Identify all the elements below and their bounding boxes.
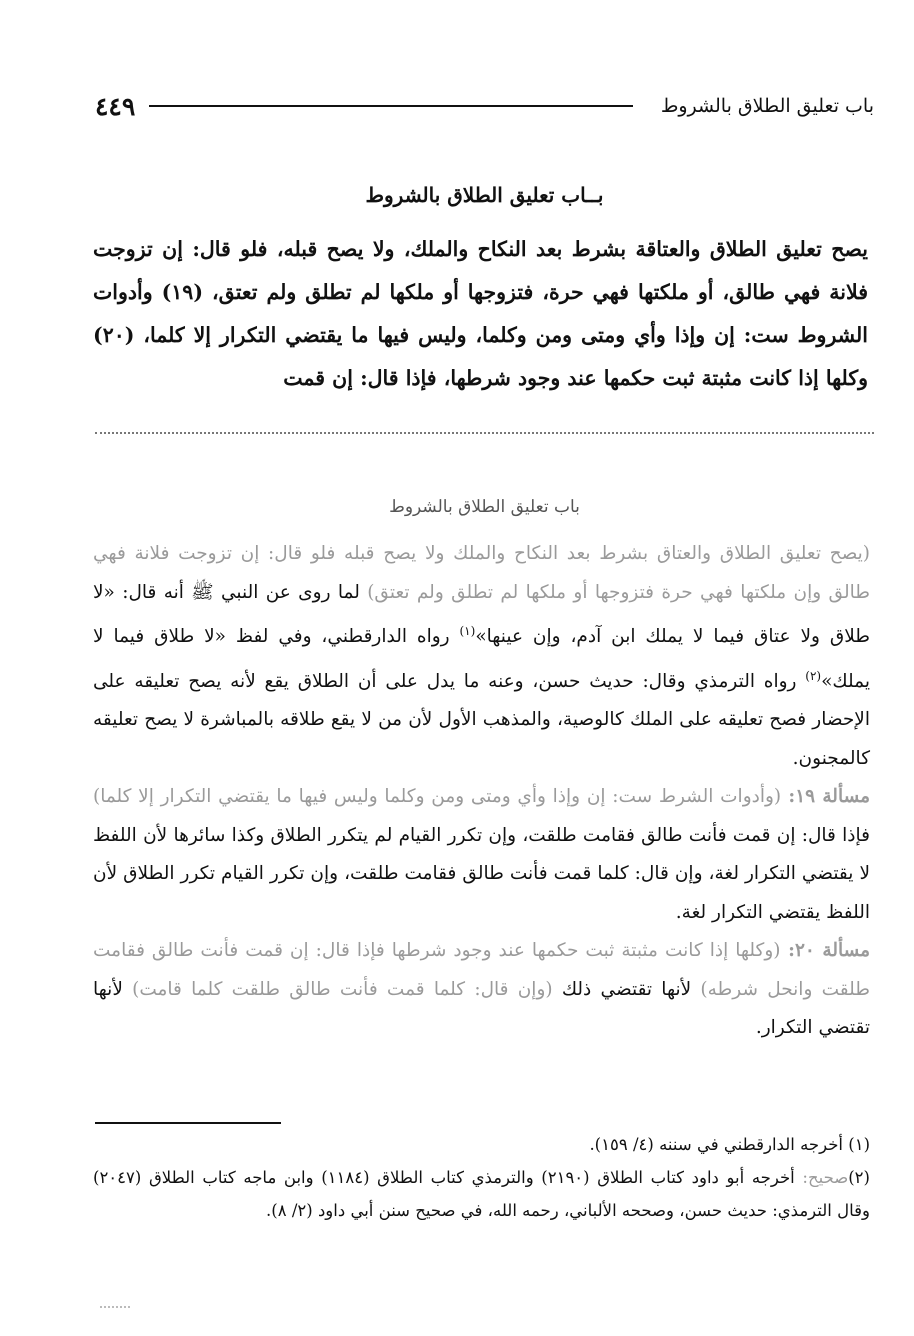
matn-segment: وأدوات الشروط ست: إن وإذا وأي ومتى ومن وكلما، وليس فيها ما يقتضي التكرار إلا كلما، (93, 280, 868, 347)
issue-ref-20: (٢٠) (93, 323, 135, 347)
issue-20-paragraph (93, 932, 870, 1048)
faded-matn-quote: (وكلها إذا كانت مثبتة ثبت حكمها عند وجود شرطها فإذا قال: إن قمت فأنت طالق فقامت طلقت وانحل شرطه) (93, 940, 870, 1000)
faded-matn-quote: (وإن قال: كلما قمت فأنت طالق طلقت كلما قامت) (132, 978, 553, 1000)
header-rule (149, 105, 633, 107)
scan-smudge (100, 1306, 130, 1314)
commentary-text: فإذا قال: إن قمت فأنت طالق فقامت طلقت، وإن تكرر القيام لم يتكرر الطلاق وكذا سائرها لأن اللفظ لا يقتضي التكرار لغة، وإن قال: كلما قمت فأنت طالق فقامت طلقت، وإن تكرر القيام تكرر الطلاق لأن اللفظ يقتضي التكرار لغة. (93, 824, 870, 923)
section-divider (95, 432, 874, 434)
matn-segment: يصح تعليق الطلاق والعتاقة بشرط بعد النكاح والملك، ولا يصح قبله، فلو قال: إن تزوجت فلانة فهي طالق، أو ملكتها فهي حرة، فتزوجها أو ملكها لم تطلق ولم تعتق، (93, 237, 868, 304)
grading-tag: صحيح: (794, 1168, 849, 1187)
commentary-text: رواه الدارقطني، وفي لفظ «لا طلاق فيما لا يملك» (93, 626, 870, 692)
footnote-2-number: (٢) (848, 1168, 870, 1187)
issue-label-19: مسألة ١٩: (781, 786, 870, 808)
matn-text (93, 228, 868, 400)
issue-ref-19: (١٩) (161, 280, 204, 304)
commentary-paragraph (93, 535, 870, 778)
matn-heading: بــاب تعليق الطلاق بالشروط (365, 183, 604, 207)
commentary (93, 535, 870, 1048)
footnote-rule (95, 1122, 281, 1124)
footnote-ref-2: (٢) (805, 668, 822, 683)
faded-matn-quote: (يصح تعليق الطلاق والعتاق بشرط بعد النكاح والملك ولا يصح قبله فلو قال: إن تزوجت فلانة فهي طالق وإن ملكتها فهي حرة فتزوجها أو ملكها لم تطلق ولم تعتق) (93, 543, 870, 603)
footnote-ref-1: (١) (459, 624, 476, 638)
matn-segment: وكلها إذا كانت مثبتة ثبت حكمها عند وجود شرطها، فإذا قال: إن قمت (283, 366, 868, 390)
issue-label-20: مسألة ٢٠: (780, 940, 870, 962)
running-header (95, 86, 874, 126)
footnote-2-text: أخرجه أبو داود كتاب الطلاق (٢١٩٠) والترمذي كتاب الطلاق (١١٨٤) وابن ماجه كتاب الطلاق (٢٠٤٧) وقال الترمذي: حديث حسن، وصححه الألباني، رحمه الله، في صحيح سنن أبي داود (٢/ ٨). (93, 1168, 870, 1220)
footnote-1: (١) أخرجه الدارقطني في سننه (٤/ ١٥٩). (589, 1135, 870, 1154)
footnotes (93, 1128, 870, 1227)
commentary-text: رواه الترمذي وقال: حديث حسن، وعنه ما يدل على أن الطلاق يقع لأنه يصح تعليقه على الإحضار فصح تعليقه على الملك كالوصية، والمذهب الأول لأن من لا يقع طلاقه بالمباشرة لا يصح تعليقه كالمجنون. (93, 670, 870, 769)
running-title: باب تعليق الطلاق بالشروط (660, 95, 874, 117)
commentary-text: لأنها تقتضي ذلك (552, 978, 701, 1000)
commentary-text: لأنها تقتضي التكرار. (93, 978, 870, 1039)
commentary-text: لما روى عن النبي ﷺ أنه قال: «لا طلاق ولا عتاق فيما لا يملك ابن آدم، وإن عينها» (93, 581, 870, 648)
sharh-heading: باب تعليق الطلاق بالشروط (389, 497, 580, 517)
issue-19-paragraph (93, 778, 870, 932)
faded-matn-quote: (وأدوات الشرط ست: إن وإذا وأي ومتى ومن وكلما وليس فيها ما يقتضي التكرار إلا كلما) (93, 786, 782, 808)
footnote-2 (93, 1161, 870, 1227)
page-number: ٤٤٩ (95, 91, 136, 121)
